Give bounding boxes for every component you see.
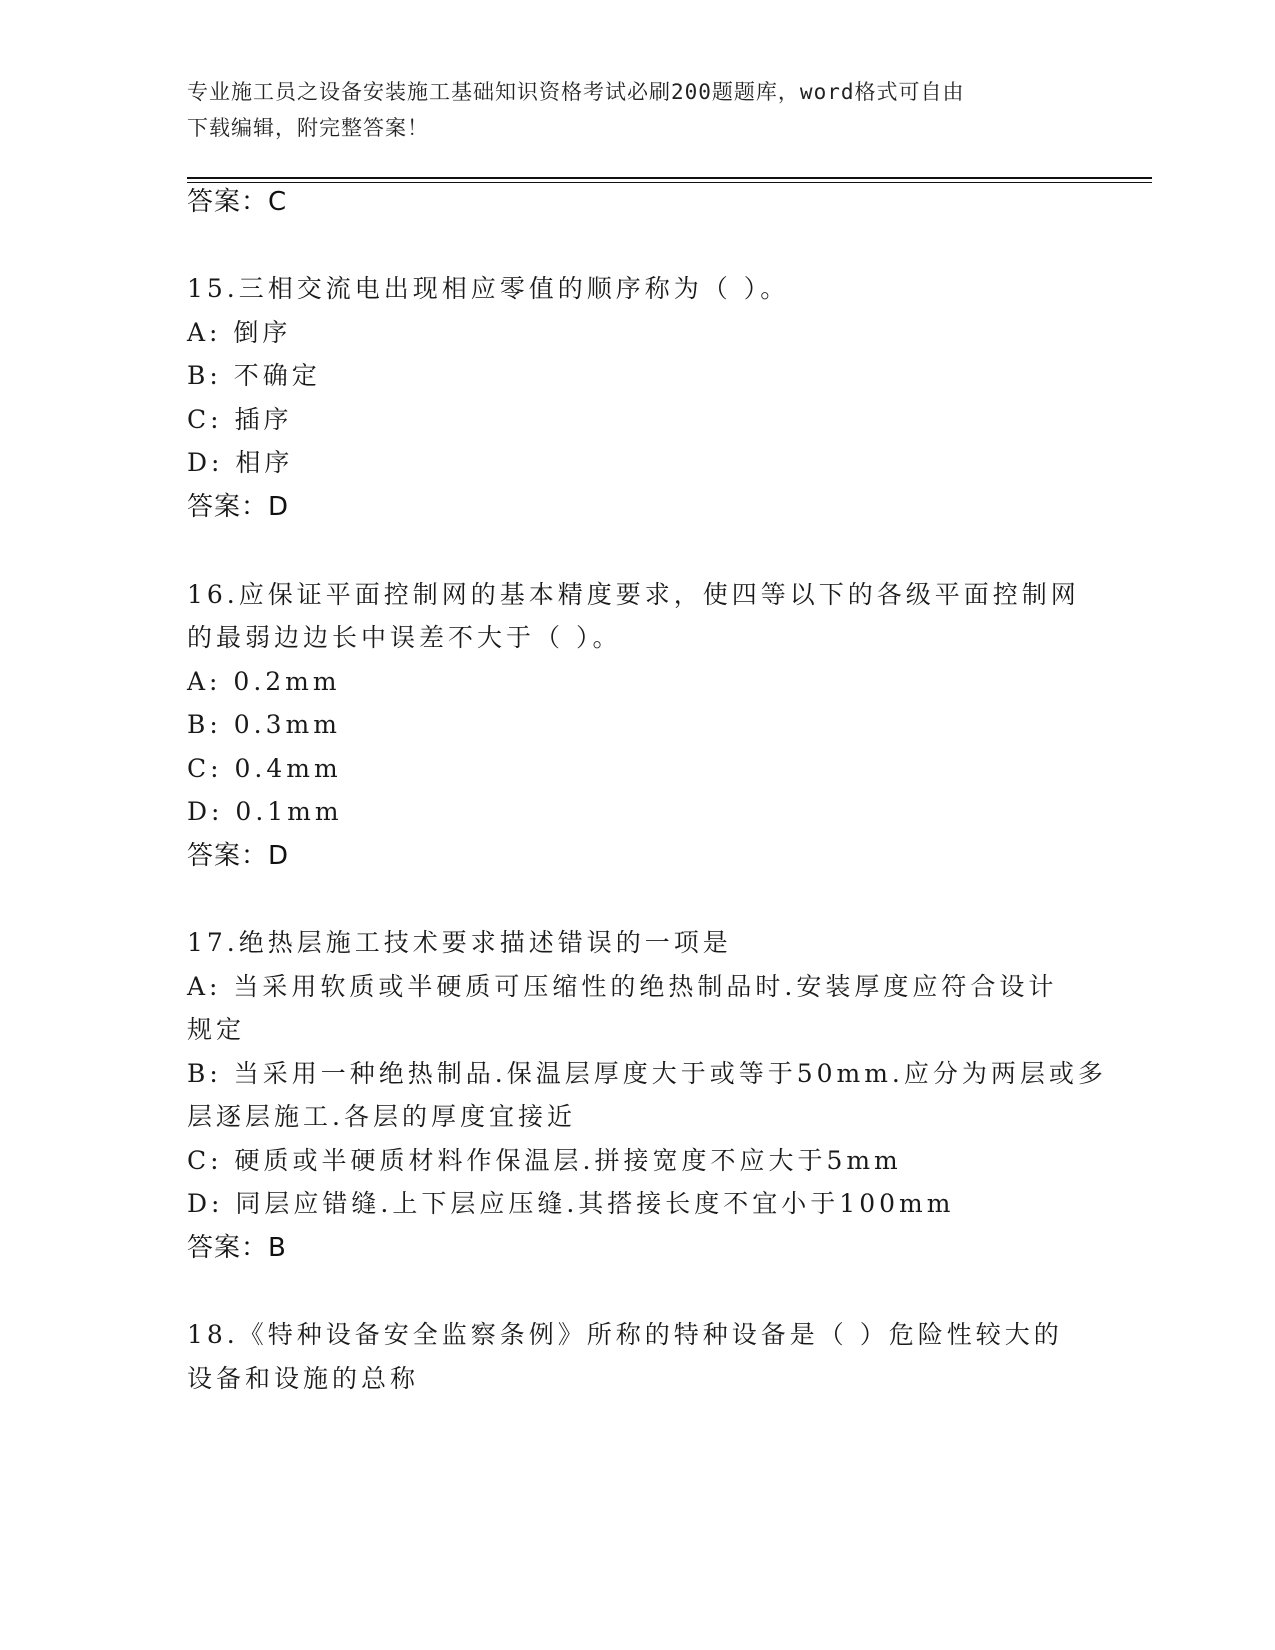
question-17-option-c: C: 硬质或半硬质材料作保温层.拼接宽度不应大于5mm bbox=[187, 1146, 902, 1175]
question-15-stem: 15.三相交流电出现相应零值的顺序称为（ ）。 bbox=[187, 274, 790, 303]
question-16-option-d: D: 0.1mm bbox=[187, 797, 343, 826]
question-16-option-a: A: 0.2mm bbox=[187, 667, 341, 696]
question-17-option-a: A: 当采用软质或半硬质可压缩性的绝热制品时.安装厚度应符合设计 bbox=[187, 972, 1058, 1001]
question-16-stem-cont: 的最弱边边长中误差不大于（ ）。 bbox=[187, 623, 622, 652]
question-17-stem: 17.绝热层施工技术要求描述错误的一项是 bbox=[187, 928, 732, 957]
question-15-option-b: B: 不确定 bbox=[187, 361, 321, 390]
header-line: 下载编辑，附完整答案！ bbox=[187, 116, 429, 140]
question-17-option-d: D: 同层应错缝.上下层应压缝.其搭接长度不宜小于100mm bbox=[187, 1189, 955, 1218]
header-line: 专业施工员之设备安装施工基础知识资格考试必刷200题题库，word格式可自由 bbox=[187, 80, 965, 104]
previous-answer: 答案：C bbox=[187, 187, 288, 217]
question-15-option-c: C: 插序 bbox=[187, 405, 293, 434]
header-divider bbox=[187, 177, 1152, 179]
header-divider-thin bbox=[187, 182, 1152, 183]
question-17-option-b-cont: 层逐层施工.各层的厚度宜接近 bbox=[187, 1102, 576, 1131]
question-17-option-a-cont: 规定 bbox=[187, 1015, 246, 1044]
question-18-stem-cont: 设备和设施的总称 bbox=[187, 1364, 420, 1393]
question-15-option-d: D: 相序 bbox=[187, 448, 294, 477]
question-16-option-c: C: 0.4mm bbox=[187, 754, 342, 783]
document-header bbox=[187, 74, 1067, 146]
question-17-answer: 答案：B bbox=[187, 1233, 287, 1263]
question-18-stem: 18.《特种设备安全监察条例》所称的特种设备是（ ）危险性较大的 bbox=[187, 1320, 1063, 1349]
question-16-stem: 16.应保证平面控制网的基本精度要求，使四等以下的各级平面控制网 bbox=[187, 580, 1080, 609]
question-17-option-b: B: 当采用一种绝热制品.保温层厚度大于或等于50mm.应分为两层或多 bbox=[187, 1059, 1107, 1088]
question-16-answer: 答案：D bbox=[187, 841, 290, 871]
question-16-option-b: B: 0.3mm bbox=[187, 710, 341, 739]
question-15-option-a: A: 倒序 bbox=[187, 318, 292, 347]
question-15-answer: 答案：D bbox=[187, 492, 290, 522]
